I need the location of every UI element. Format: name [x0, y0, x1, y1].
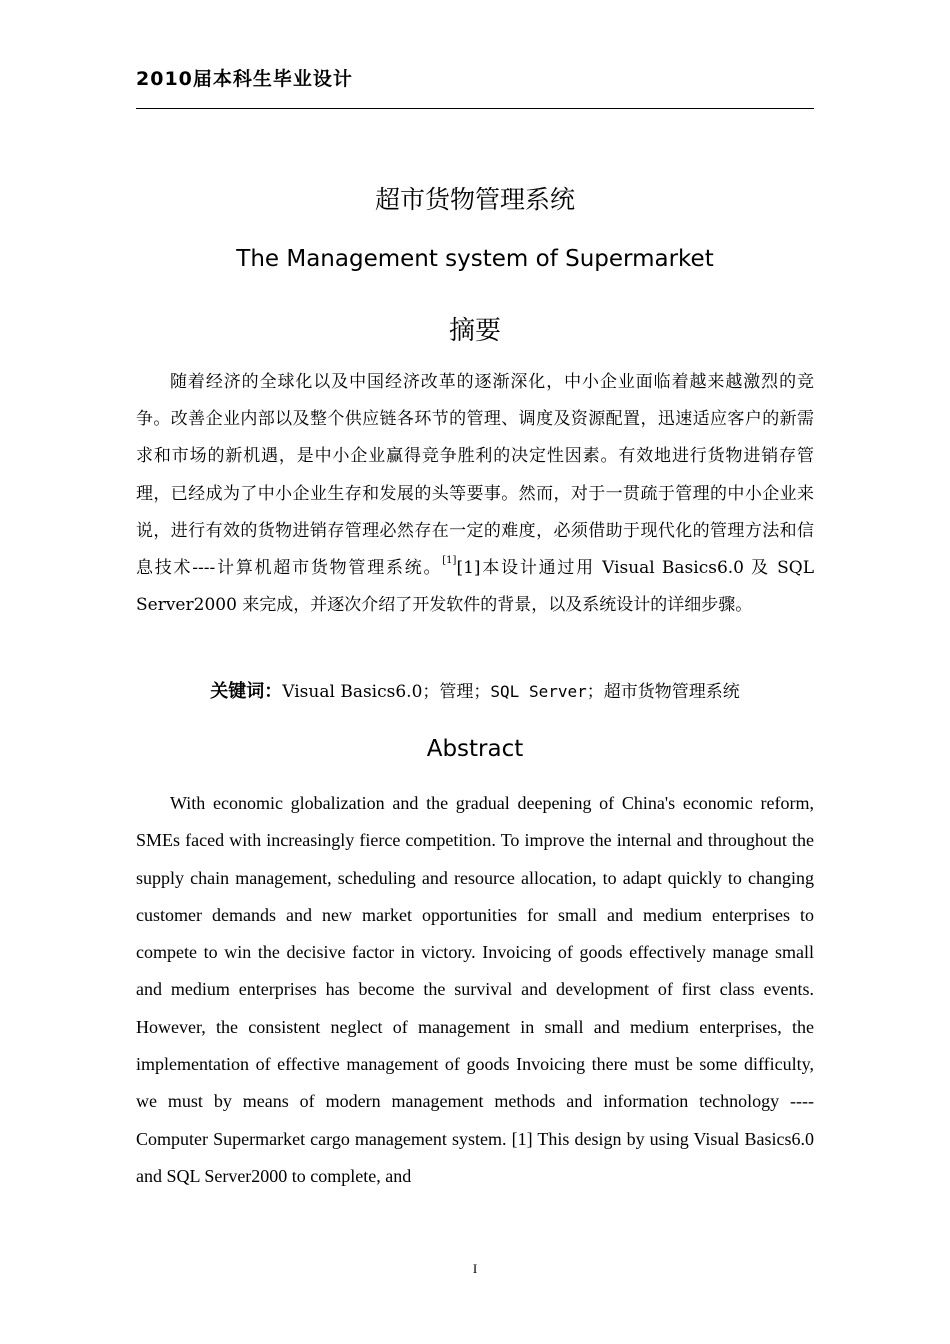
thesis-title-english: The Management system of Supermarket: [236, 246, 714, 272]
keyword-items-1: Visual Basics6.0；管理；: [282, 682, 491, 702]
keywords-line: [0, 673, 950, 711]
abstract-en-heading: Abstract: [426, 736, 524, 762]
header-rule: [136, 108, 814, 109]
abstract-cn-body: [136, 364, 814, 624]
citation-superscript: [1]: [442, 555, 457, 567]
thesis-title-chinese: 超市货物管理系统: [374, 185, 575, 214]
keyword-items-3: ；超市货物管理系统: [586, 682, 740, 702]
abstract-cn-text-continued: [1]本设计通过用 Visual Basics6.0 及 SQL Server2000 来完成，并逐次介绍了开发软件的背景，以及系统设计的详细步骤。: [136, 558, 814, 616]
page-number: I: [472, 1261, 478, 1276]
abstract-cn-heading: 摘要: [448, 316, 501, 346]
keywords-label: 关键词：: [210, 681, 283, 702]
abstract-en-body: With economic globalization and the gradual deepening of China's economic reform, SMEs faced with increasingly fierce competition. To improve the internal and throughout the supply chain management, scheduling and resource allocation, to adapt quickly to changing customer demands and new market opportunities for small and medium enterprises to compete to win the decisive factor in victory. Invoicing of goods effectively manage small and medium enterprises has become the survival and development of first class events. However, the consistent neglect of management in small and medium enterprises, the implementation of effective management of goods Invoicing there must be some difficulty, we must by means of modern management methods and information technology ---- Computer Supermarket cargo management system. [1] This design by using Visual Basics6.0 and SQL Server2000 to complete, and: [136, 793, 814, 1186]
running-header: 2010届本科生毕业设计: [136, 68, 353, 90]
keyword-items-2: SQL Server: [490, 682, 587, 701]
abstract-cn-text: 随着经济的全球化以及中国经济改革的逐渐深化，中小企业面临着越来越激烈的竞争。改善企业内部以及整个供应链各环节的管理、调度及资源配置，迅速适应客户的新需求和市场的新机遇，是中小企业赢得竞争胜利的决定性因素。有效地进行货物进销存管理，已经成为了中小企业生存和发展的头等要事。然而，对于一贯疏于管理的中小企业来说，进行有效的货物进销存管理必然存在一定的难度，必须借助于现代化的管理方法和信息技术----计算机超市货物管理系统。: [136, 372, 814, 579]
